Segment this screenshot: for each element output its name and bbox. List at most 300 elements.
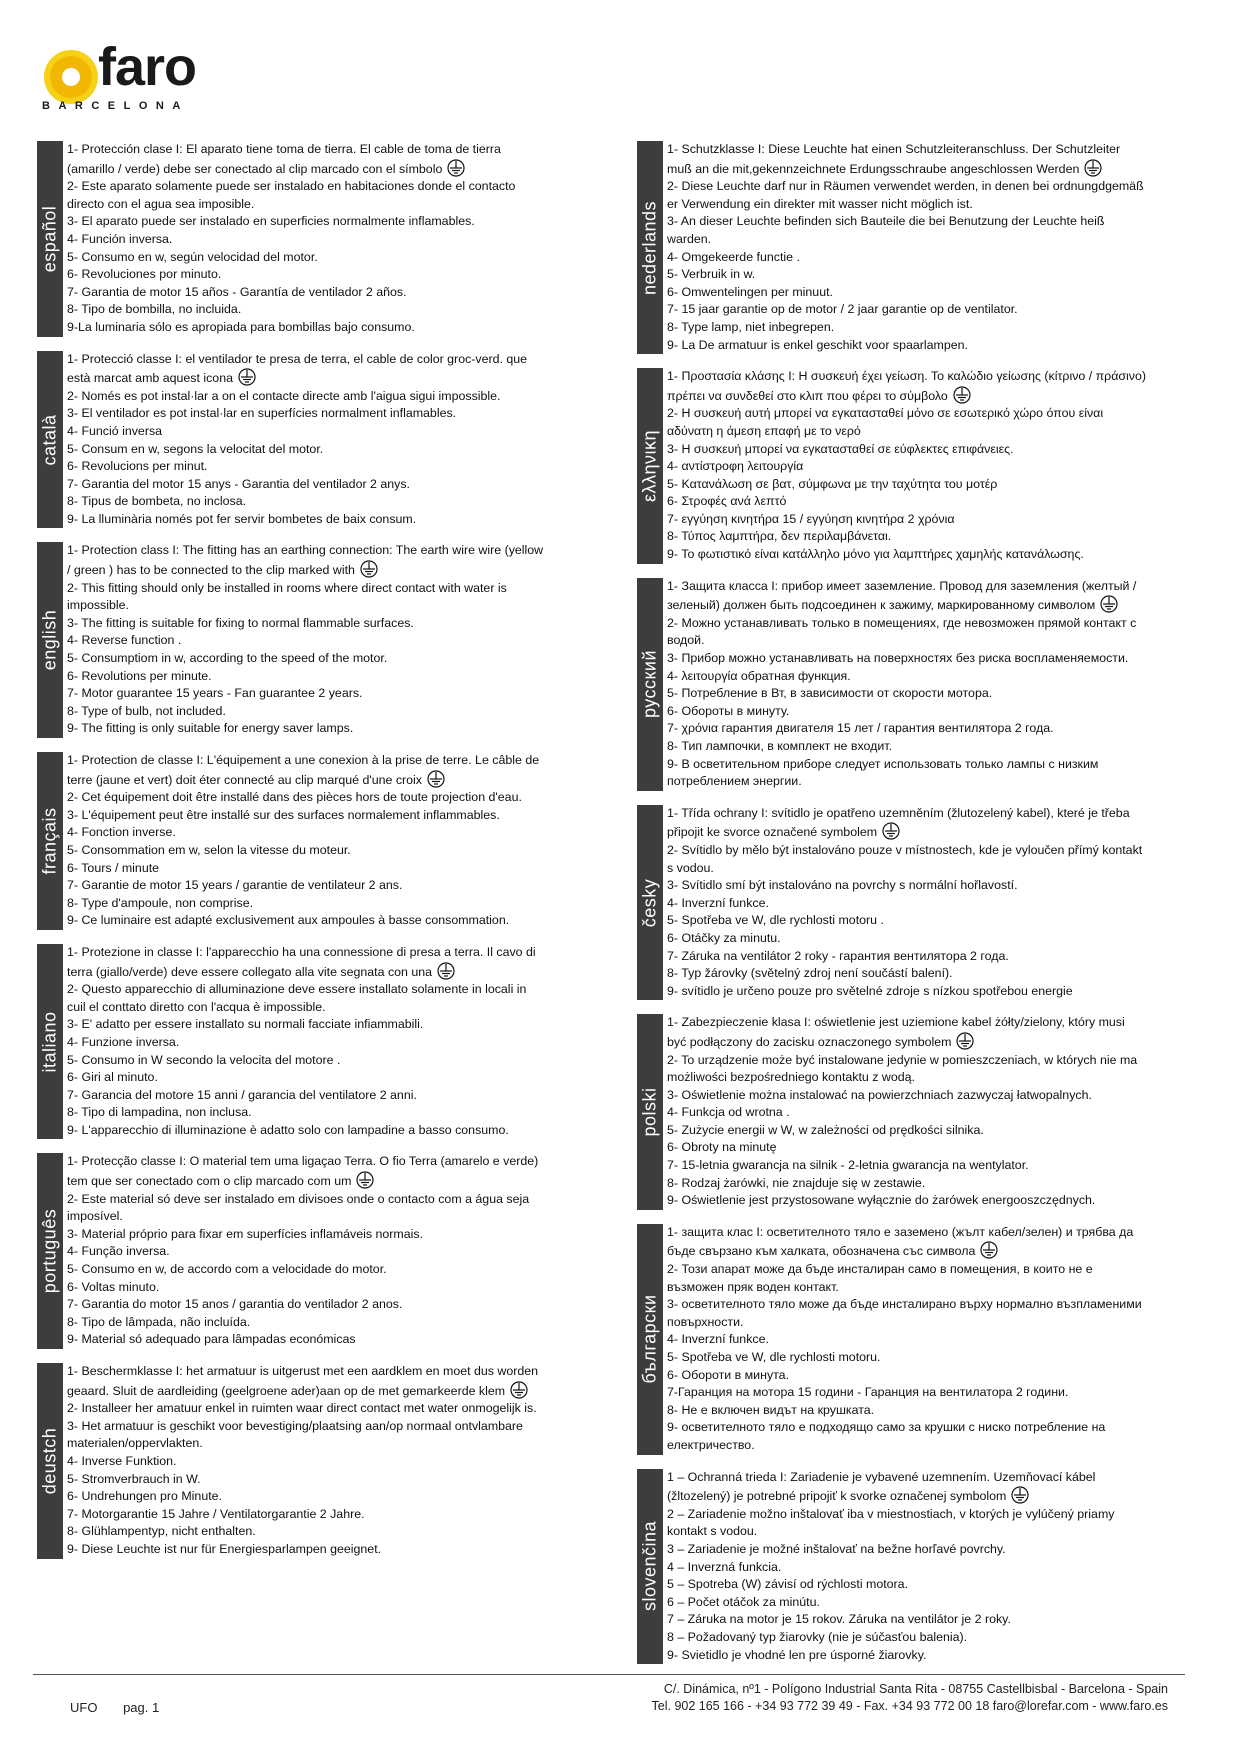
instruction-line — [67, 1016, 547, 1034]
instruction-text: 7- Garancia del motore 15 anni / garancia del ventilatore 2 anni. — [67, 1087, 417, 1102]
instruction-line — [67, 1069, 547, 1087]
instruction-line — [667, 912, 1147, 930]
instruction-text: 6- Giri al minuto. — [67, 1070, 158, 1085]
instruction-text: 4- Funció inversa — [67, 423, 163, 438]
instruction-text: 5- Consumo en w, según velocidad del motor. — [67, 249, 318, 264]
instruction-line — [67, 1453, 547, 1471]
instruction-text: 9- В осветительном приборе следует использовать только лампы с низким потреблением энергии. — [667, 756, 1099, 789]
instruction-text: 2- Installeer her amatuur enkel in ruimten waar direct contact met water onmogelijk is. — [67, 1401, 537, 1416]
instruction-text: 8- Typ žárovky (světelný zdroj není součástí balení). — [667, 966, 953, 981]
language-tab — [37, 141, 63, 337]
language-tab — [637, 578, 663, 791]
instruction-line — [667, 458, 1147, 476]
instruction-text: 7- 15-letnia gwarancja na silnik - 2-letnia gwarancja na wentylator. — [667, 1158, 1029, 1173]
instruction-text: 2- Diese Leuchte darf nur in Räumen verwendet werden, in denen bei ordnungdgemäß er Verwendung ein direkter mit wasser nicht möglich ist. — [667, 179, 1144, 211]
instruction-line — [667, 668, 1147, 686]
instruction-line — [67, 860, 547, 878]
instruction-line — [667, 650, 1147, 668]
instruction-line — [667, 1139, 1147, 1157]
instruction-line — [67, 178, 547, 213]
instruction-line — [67, 1122, 547, 1140]
instruction-line — [67, 301, 547, 319]
instruction-text: 1 – Ochranná trieda I: Zariadenie je vybavené uzemnením. Uzemňovací kábel (žltozelený) je potrebné pripojiť k svorke označenej symbolom — [667, 1469, 1096, 1504]
instruction-text: 9- осветителното тяло е подходящо само за крушки с ниско потребление на електричество. — [667, 1420, 1106, 1452]
instruction-line — [667, 805, 1147, 842]
instruction-text: 2- Este material só deve ser instalado em divisoes onde o contacto com a água seja imposível. — [67, 1191, 530, 1224]
instruction-text: 9- La De armatuur is enkel geschikt voor spaarlampen. — [667, 337, 968, 352]
instruction-text: 8 – Požadovaný typ žiarovky (nie je súčasťou balenia). — [667, 1629, 968, 1644]
instruction-text: 7- Garantia del motor 15 anys - Garantia del ventilador 2 anys. — [67, 476, 410, 491]
earth-ground-icon — [425, 770, 447, 788]
instruction-text: 3- Η συσκευή μπορεί να εγκατασταθεί σε εύφλεκτες επιφάνειες. — [667, 441, 1014, 456]
instruction-text: 4- λειτουργία обратная функция. — [667, 668, 851, 683]
instruction-text: 1- защита клас I: осветителното тяло е заземено (жълт кабел/зелен) и трябва да бъде свързано към халката, обозначена със символа — [667, 1224, 1134, 1259]
instruction-line — [667, 895, 1147, 913]
instruction-text: 1- Protección clase I: El aparato tiene toma de tierra. El cable de toma de tierra (amarillo / verde) debe ser conectado al clip marcado con el símbolo — [67, 142, 501, 176]
instruction-line — [667, 1611, 1147, 1629]
instruction-text: 6- Obroty na minutę — [667, 1140, 777, 1155]
instruction-line — [667, 983, 1147, 1001]
instruction-line — [67, 895, 547, 913]
instruction-text: 7- Záruka na ventilátor 2 roky - гарантия вентилятора 2 года. — [667, 948, 1009, 963]
lang-section — [637, 1224, 1147, 1455]
instruction-text: 8- Tipo di lampadina, non inclusa. — [67, 1105, 252, 1120]
instruction-text: 4- Omgekeerde functie . — [667, 249, 800, 264]
instruction-text: 1- Защита класса I: прибор имеет заземление. Провод для заземления (желтый / зеленый) должен быть подсоединен к зажиму, маркированному символом — [667, 578, 1137, 613]
instructions-text — [63, 1153, 547, 1349]
lang-section — [37, 351, 547, 529]
instruction-line — [667, 1367, 1147, 1385]
instruction-text: 3- An dieser Leuchte befinden sich Bauteile die bei Benutzung der Leuchte heiß warden. — [667, 214, 1105, 246]
instruction-line — [667, 528, 1147, 546]
language-label: deustch — [39, 1427, 60, 1495]
instructions-text — [663, 368, 1147, 564]
instruction-line — [667, 213, 1147, 248]
instruction-text: 4- Inverzní funkce. — [667, 895, 769, 910]
instructions-text — [663, 141, 1147, 354]
lang-section — [637, 368, 1147, 564]
earth-ground-icon — [1082, 159, 1104, 177]
instruction-line — [667, 1175, 1147, 1193]
language-tab — [37, 542, 63, 738]
instruction-text: 8- Tipus de bombeta, no inclosa. — [67, 494, 247, 509]
instruction-text: 3- Oświetlenie można instalować na powierzchniach zazwyczaj łatwopalnych. — [667, 1087, 1092, 1102]
instruction-line — [667, 546, 1147, 564]
instruction-text: 9- Material só adequado para lâmpadas económicas — [67, 1332, 356, 1347]
instruction-line — [67, 476, 547, 494]
instructions-text — [663, 805, 1147, 1001]
lang-section — [637, 141, 1147, 354]
lang-section — [637, 1014, 1147, 1210]
instruction-line — [67, 1331, 547, 1349]
language-label: slovenčina — [639, 1521, 660, 1612]
instruction-line — [667, 738, 1147, 756]
language-label: english — [39, 609, 60, 671]
instruction-line — [67, 1261, 547, 1279]
instructions-text — [63, 752, 547, 930]
instruction-text: 8- Rodzaj żarówki, nie znajduje się w zestawie. — [667, 1175, 926, 1190]
brand-tagline: BARCELONA — [42, 100, 189, 112]
instruction-text: 8- Type lamp, niet inbegrepen. — [667, 319, 835, 334]
language-tab — [637, 805, 663, 1001]
language-label: polski — [639, 1087, 660, 1137]
instruction-line — [67, 1226, 547, 1244]
instruction-text: 4 – Inverzná funkcia. — [667, 1559, 782, 1574]
instruction-text: 4- Fonction inverse. — [67, 825, 176, 840]
instruction-text: 8- Type of bulb, not included. — [67, 703, 226, 718]
instruction-line — [67, 807, 547, 825]
instructions-text — [63, 1363, 547, 1559]
instruction-text: 3- L'équipement peut être installé sur des surfaces normalement inflammables. — [67, 807, 500, 822]
instruction-line — [667, 1402, 1147, 1420]
earth-ground-icon — [435, 962, 457, 980]
instruction-line — [667, 930, 1147, 948]
instruction-line — [667, 1087, 1147, 1105]
instruction-line — [67, 650, 547, 668]
instruction-line — [667, 1122, 1147, 1140]
instruction-line — [67, 542, 547, 579]
lang-section — [637, 1469, 1147, 1665]
instruction-text: 2- Svítidlo by mělo být instalováno pouze v místnostech, kde je vyloučen přímý kontakt s vodou. — [667, 842, 1143, 875]
language-tab — [37, 1363, 63, 1559]
instruction-line — [67, 319, 547, 337]
instruction-text: 2- Questo apparecchio di alluminazione deve essere installato solamente in locali in cuil el conttato diretto con l'acqua è impossible. — [67, 982, 527, 1014]
instruction-text: 6- Обороты в минуту. — [667, 703, 790, 718]
instruction-line — [667, 615, 1147, 650]
instruction-line — [67, 441, 547, 459]
footer-meta — [70, 1700, 181, 1715]
instruction-text: 2- Този апарат може да бъде инсталиран само в помещения, в които не е възможен пряк воден контакт. — [667, 1262, 1093, 1294]
instruction-line — [667, 493, 1147, 511]
instruction-text: 4- Função inversa. — [67, 1244, 170, 1259]
instruction-text: 3- Прибор можно устанавливать на поверхностях без риска воспламеняемости. — [667, 651, 1129, 666]
instruction-text: 5- Κατανάλωση σε βατ, σύμφωνα με την ταχύτητα του μοτέρ — [667, 476, 998, 491]
instruction-line — [667, 578, 1147, 615]
instruction-line — [67, 231, 547, 249]
instructions-text — [663, 1469, 1147, 1665]
language-label: nederlands — [639, 200, 660, 295]
earth-ground-icon — [1098, 595, 1120, 613]
language-tab — [637, 1224, 663, 1455]
instruction-text: 7- Motor guarantee 15 years - Fan guarantee 2 years. — [67, 686, 363, 701]
instruction-line — [667, 1506, 1147, 1541]
instruction-text: 2- Можно устанавливать только в помещениях, где невозможен прямой контакт с водой. — [667, 615, 1137, 648]
language-tab — [37, 944, 63, 1140]
instruction-line — [67, 1191, 547, 1226]
instruction-line — [67, 388, 547, 406]
instruction-text: 4- Inverse Funktion. — [67, 1453, 177, 1468]
instruction-text: 9- L'apparecchio di illuminazione è adatto solo con lampadine a basso consumo. — [67, 1122, 509, 1137]
instruction-text: 7-Гаранция на мотора 15 години - Гаранция на вентилатора 2 години. — [667, 1385, 1069, 1400]
instruction-text: 6- Voltas minuto. — [67, 1279, 160, 1294]
instruction-line — [67, 1506, 547, 1524]
brand-name: faro — [98, 37, 197, 97]
instruction-line — [667, 1576, 1147, 1594]
instruction-line — [67, 912, 547, 930]
instruction-text: 4- Funzione inversa. — [67, 1034, 180, 1049]
instruction-text: 3- Material próprio para fixar em superfícies inflamáveis normais. — [67, 1226, 424, 1241]
instruction-line — [667, 319, 1147, 337]
instruction-line — [667, 1647, 1147, 1665]
instruction-line — [667, 301, 1147, 319]
instruction-line — [67, 789, 547, 807]
instruction-line — [667, 1261, 1147, 1296]
language-label: français — [39, 807, 60, 875]
instructions-text — [663, 1224, 1147, 1455]
instruction-text: 6- Undrehungen pro Minute. — [67, 1489, 222, 1504]
instruction-text: 8- Τύπος λαμπτήρα, δεν περιλαμβάνεται. — [667, 529, 892, 544]
lang-section — [37, 542, 547, 738]
instruction-line — [667, 1157, 1147, 1175]
language-label: български — [639, 1294, 660, 1384]
instruction-line — [67, 141, 547, 178]
instruction-text: 7 – Záruka na motor je 15 rokov. Záruka na ventilátor je 2 roky. — [667, 1612, 1011, 1627]
instruction-line — [667, 405, 1147, 440]
instruction-line — [667, 948, 1147, 966]
instruction-text: 7- Garantie de motor 15 years / garantie de ventilateur 2 ans. — [67, 878, 403, 893]
instruction-text: 7- χρόνια гарантия двигателя 15 лет / гарантия вентилятора 2 года. — [667, 721, 1054, 736]
company-contact: Tel. 902 165 166 - +34 93 772 39 49 - Fax. +34 93 772 00 18 faro@lorefar.com - www.faro.es — [651, 1699, 1168, 1713]
instruction-text: 4- Función inversa. — [67, 231, 173, 246]
instruction-text: 5- Stromverbrauch in W. — [67, 1471, 201, 1486]
instruction-line — [667, 141, 1147, 178]
instruction-text: 6- Στροφές ανά λεπτό — [667, 494, 787, 509]
instruction-text: 5- Spotřeba ve W, dle rychlosti motoru . — [667, 913, 884, 928]
left-column — [37, 141, 547, 1559]
instruction-line — [667, 284, 1147, 302]
instruction-line — [67, 1104, 547, 1122]
instruction-text: 5- Consommation em w, selon la vitesse du moteur. — [67, 842, 351, 857]
instruction-text: 5- Zużycie energii w W, w zależności od prędkości silnika. — [667, 1122, 984, 1137]
instruction-line — [667, 1469, 1147, 1506]
instruction-line — [67, 615, 547, 633]
instruction-text: 3- El aparato puede ser instalado en superficies normalmente inflamables. — [67, 214, 475, 229]
instruction-line — [67, 580, 547, 615]
sun-logo-icon — [40, 46, 102, 108]
instruction-text: 3- Svítidlo smí být instalováno na povrchy s normální hořlavostí. — [667, 878, 1018, 893]
language-tab — [37, 752, 63, 930]
instruction-line — [67, 877, 547, 895]
instruction-line — [67, 752, 547, 789]
right-column — [637, 141, 1147, 1664]
instruction-text: 5- Consum en w, segons la velocitat del motor. — [67, 441, 324, 456]
instruction-line — [67, 824, 547, 842]
instruction-text: 3- Het armatuur is geschikt voor bevestiging/plaatsing aan/op normaal ontvlambare materialen/oppervlakten. — [67, 1418, 523, 1451]
instruction-text: 4- αντίστροφη λειτουργία — [667, 459, 804, 474]
instruction-line — [667, 1594, 1147, 1612]
instruction-line — [67, 458, 547, 476]
instruction-line — [667, 842, 1147, 877]
instruction-line — [67, 1363, 547, 1400]
instruction-line — [667, 178, 1147, 213]
earth-ground-icon — [236, 368, 258, 386]
instruction-line — [67, 703, 547, 721]
instruction-text: 5- Consumo in W secondo la velocita del motore . — [67, 1052, 341, 1067]
instruction-line — [667, 1541, 1147, 1559]
instruction-text: 7- Garantia de motor 15 años - Garantía de ventilador 2 años. — [67, 284, 407, 299]
instruction-text: 8- Tipo de lâmpada, não incluída. — [67, 1314, 251, 1329]
instruction-text: 8- Glühlampentyp, nicht enthalten. — [67, 1524, 256, 1539]
earth-ground-icon — [354, 1171, 376, 1189]
instruction-text: 9- Svietidlo je vhodné len pre úsporné žiarovky. — [667, 1647, 927, 1662]
instruction-text: 1- Beschermklasse I: het armatuur is uitgerust met een aardklem en moet dus worden geaard. Sluit de aardleiding (geelgroene ader)aan op de met gemarkeerde klem — [67, 1364, 539, 1398]
instruction-line — [67, 1314, 547, 1332]
lang-section — [637, 578, 1147, 791]
language-tab — [37, 351, 63, 529]
instruction-line — [667, 1331, 1147, 1349]
language-tab — [637, 1469, 663, 1665]
language-label: česky — [639, 878, 660, 927]
instruction-line — [667, 368, 1147, 405]
lang-section — [37, 944, 547, 1140]
instruction-line — [67, 1400, 547, 1418]
instruction-line — [67, 266, 547, 284]
page-number: pag. 1 — [123, 1700, 160, 1715]
instruction-text: 4- Funkcja od wrotna . — [667, 1105, 790, 1120]
earth-ground-icon — [978, 1241, 1000, 1259]
instruction-line — [667, 1192, 1147, 1210]
instruction-line — [67, 1243, 547, 1261]
instruction-text: 5- Spotřeba ve W, dle rychlosti motoru. — [667, 1350, 881, 1364]
instruction-line — [667, 511, 1147, 529]
lang-section — [37, 1363, 547, 1559]
instruction-text: 3- El ventilador es pot instal·lar en superfícies normalment inflamables. — [67, 406, 457, 421]
instruction-text: 3- The fitting is suitable for fixing to normal flammable surfaces. — [67, 615, 414, 630]
earth-ground-icon — [951, 386, 973, 404]
instruction-text: 5- Verbruik in w. — [667, 267, 756, 282]
language-label: português — [39, 1208, 60, 1294]
language-label: español — [39, 205, 60, 273]
instruction-line — [67, 493, 547, 511]
instruction-text: 3- осветителното тяло може да бъде инсталирано върху нормално възпламеними повърхности. — [667, 1297, 1142, 1329]
lang-section — [37, 141, 547, 337]
instruction-line — [67, 1296, 547, 1314]
instruction-text: 9- La lluminària només pot fer servir bombetes de baix consum. — [67, 511, 417, 526]
instruction-text: 2- This fitting should only be installed in rooms where direct contact with water is impossible. — [67, 580, 507, 613]
instruction-line — [67, 1488, 547, 1506]
instruction-text: 1- Protection de classe I: L'équipement a une conexion à la prise de terre. Le câble de terre (jaune et vert) doit éter connecté au clip marqué d'une croix — [67, 753, 540, 787]
instruction-text: 5 – Spotreba (W) závisí od rýchlosti motora. — [667, 1577, 909, 1592]
instruction-line — [667, 1349, 1147, 1367]
instruction-text: 2- Este aparato solamente puede ser instalado en habitaciones donde el contacto directo con el agua sea imposible. — [67, 179, 516, 211]
instruction-text: 9- Oświetlenie jest przystosowane wyłącznie do żarówek energooszczędnych. — [667, 1193, 1096, 1208]
instruction-line — [667, 337, 1147, 355]
language-tab — [637, 368, 663, 564]
instruction-text: 2 – Zariadenie možno inštalovať iba v miestnostiach, v ktorých je vylúčený priamy kontakt s vodou. — [667, 1506, 1115, 1539]
instruction-text: 2- Només es pot instal·lar a on el contacte directe amb l'aigua sigui impossible. — [67, 388, 501, 403]
instruction-text: 2- To urządzenie może być instalowane jedynie w pomieszczeniach, w których nie ma możliwości bezpośredniego kontaktu z wodą. — [667, 1052, 1138, 1085]
footer-divider — [33, 1674, 1185, 1675]
instruction-line — [67, 1279, 547, 1297]
earth-ground-icon — [445, 159, 467, 177]
instruction-line — [67, 668, 547, 686]
language-label: русский — [639, 650, 660, 719]
instruction-line — [667, 1104, 1147, 1122]
instruction-line — [667, 1559, 1147, 1577]
instructions-text — [63, 351, 547, 529]
instruction-text: 2- Cet équipement doit être installé dans des pièces hors de toute projection d'eau. — [67, 790, 522, 805]
instruction-line — [67, 213, 547, 231]
brand-logo — [40, 37, 220, 120]
instruction-text: 4- Inverzní funkce. — [667, 1332, 769, 1347]
company-info — [652, 1681, 1168, 1715]
instruction-line — [67, 1418, 547, 1453]
instruction-text: 8- Tipo de bombilla, no incluida. — [67, 302, 242, 317]
language-tab — [637, 1014, 663, 1210]
instruction-line — [667, 703, 1147, 721]
instruction-line — [667, 877, 1147, 895]
instruction-text: 1- Protezione in classe I: l'apparecchio ha una connessione di presa a terra. Il cavo di terra (giallo/verde) deve essere collegato alla vite segnata con una — [67, 944, 536, 979]
instruction-line — [667, 1014, 1147, 1051]
instruction-text: 1- Třída ochrany I: svítidlo je opatřeno uzemněním (žlutozelený kabel), které je třeba připojit ke svorce označené symbolem — [667, 805, 1130, 840]
instruction-text: 1- Protecção classe I: O material tem uma ligaçao Terra. O fio Terra (amarelo e verde) tem que ser conectado com o clip marcado com um — [67, 1154, 539, 1189]
instruction-line — [67, 1471, 547, 1489]
instruction-line — [67, 249, 547, 267]
earth-ground-icon — [880, 822, 902, 840]
instruction-line — [67, 351, 547, 388]
lang-section — [637, 805, 1147, 1001]
model-name: UFO — [70, 1700, 98, 1715]
lang-section — [37, 752, 547, 930]
instructions-text — [63, 944, 547, 1140]
instruction-text: 9- Diese Leuchte ist nur für Energiesparlampen geeignet. — [67, 1541, 382, 1556]
instruction-line — [67, 685, 547, 703]
instruction-line — [667, 756, 1147, 791]
instruction-text: 6- Обороти в минута. — [667, 1367, 790, 1382]
instruction-text: 7- Garantia do motor 15 anos / garantia do ventilador 2 anos. — [67, 1297, 403, 1312]
language-label: italiano — [39, 1011, 60, 1073]
instruction-text: 8- Тип лампочки, в комплект не входит. — [667, 739, 893, 753]
instruction-text: 9- svítidlo je určeno pouze pro světelné zdroje s nízkou spotřebou energie — [667, 983, 1073, 998]
instruction-line — [67, 1087, 547, 1105]
instruction-text: 1- Zabezpieczenie klasa I: oświetlenie jest uziemione kabel żółty/zielony, który musi być podłączony do zacisku oznaczonego symbolem — [667, 1015, 1125, 1049]
instruction-line — [67, 1523, 547, 1541]
instruction-line — [667, 266, 1147, 284]
instruction-line — [667, 1384, 1147, 1402]
instruction-text: 5- Потребление в Вт, в зависимости от скорости мотора. — [667, 686, 993, 701]
instruction-text: 3 – Zariadenie je možné inštalovať na bežne horľavé povrchy. — [667, 1541, 1006, 1556]
instruction-text: 6- Revolucions per minut. — [67, 459, 208, 474]
instruction-text: 6- Omwentelingen per minuut. — [667, 284, 833, 299]
instruction-line — [667, 685, 1147, 703]
instruction-text: 9- Ce luminaire est adapté exclusivement aux ampoules à basse consommation. — [67, 913, 510, 928]
instruction-text: 1- Schutzklasse I: Diese Leuchte hat einen Schutzleiteranschluss. Der Schutzleiter muß an die mit,gekennzeichnete Erdungsschraube angeschlossen Werden — [667, 142, 1121, 176]
instruction-line — [667, 1629, 1147, 1647]
instructions-text — [663, 578, 1147, 791]
instruction-text: 2- Η συσκευή αυτή μπορεί να εγκατασταθεί μόνο σε εσωτερικό χώρο όπου είναι αδύνατη η άμεση επαφή με το νερό — [667, 406, 1104, 438]
instruction-line — [667, 1296, 1147, 1331]
instruction-text: 7- Motorgarantie 15 Jahre / Ventilatorgarantie 2 Jahre. — [67, 1506, 365, 1521]
instructions-text — [63, 542, 547, 738]
instruction-text: 8- Type d'ampoule, non comprise. — [67, 895, 254, 910]
instruction-line — [67, 511, 547, 529]
language-tab — [637, 141, 663, 354]
instructions-text — [663, 1014, 1147, 1210]
instruction-text: 7- 15 jaar garantie op de motor / 2 jaar garantie op de ventilator. — [667, 302, 1018, 317]
instruction-line — [667, 720, 1147, 738]
instruction-line — [67, 1052, 547, 1070]
instruction-line — [667, 965, 1147, 983]
instruction-text: 3- E' adatto per essere installato su normali facciate infiammabili. — [67, 1017, 424, 1032]
instruction-text: 5- Consumo en w, de accordo com a velocidade do motor. — [67, 1262, 387, 1277]
instruction-text: 1- Protecció classe I: el ventilador te presa de terra, el cable de color groc-verd. que està marcat amb aquest icona — [67, 351, 528, 386]
instruction-line — [67, 1034, 547, 1052]
instruction-line — [67, 423, 547, 441]
instruction-text: 6- Tours / minute — [67, 860, 160, 875]
instruction-line — [667, 441, 1147, 459]
company-address: C/. Dinámica, nº1 - Polígono Industrial Santa Rita - 08755 Castellbisbal - Barcelona - Spain — [663, 1682, 1168, 1696]
instruction-text: 4- Reverse function . — [67, 633, 182, 648]
